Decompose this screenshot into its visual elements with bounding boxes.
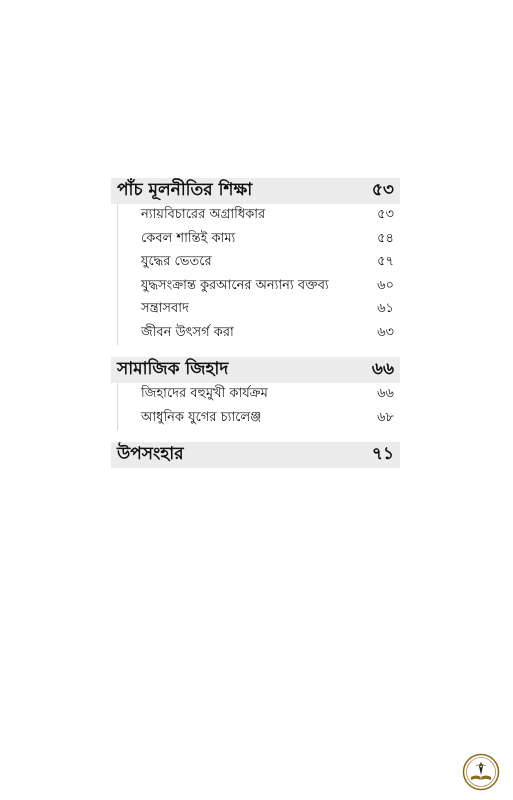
entry-title: কেবল শান্তিই কাম্য <box>141 230 236 246</box>
section-page-number: ৭১ <box>371 444 394 464</box>
entry-page-number: ৫৩ <box>377 207 394 223</box>
toc-entry[interactable] <box>117 322 400 346</box>
toc-entry[interactable] <box>117 383 400 407</box>
toc-entry[interactable] <box>117 407 400 431</box>
toc-entry[interactable] <box>117 228 400 252</box>
section-page-number: ৫৩ <box>371 180 394 200</box>
entry-title: জিহাদের বহুমুখী কার্যক্রম <box>141 386 268 402</box>
table-of-contents <box>111 178 400 480</box>
section-page-number: ৬৬ <box>371 359 394 379</box>
section-title: উপসংহার <box>117 444 184 464</box>
toc-entry[interactable] <box>117 251 400 275</box>
entry-page-number: ৬০ <box>377 277 394 293</box>
toc-entry[interactable] <box>117 298 400 322</box>
toc-section <box>111 442 400 468</box>
book-pen-emblem-icon <box>462 753 500 791</box>
section-heading[interactable] <box>111 178 400 204</box>
entry-page-number: ৫৪ <box>377 230 394 246</box>
toc-entry[interactable] <box>117 204 400 228</box>
section-title: সামাজিক জিহাদ <box>117 359 229 379</box>
section-title: পাঁচ মূলনীতির শিক্ষা <box>117 180 253 200</box>
entry-title: ন্যায়বিচারের অগ্রাধিকার <box>141 207 266 223</box>
section-heading[interactable] <box>111 357 400 383</box>
entry-title: সন্ত্রাসবাদ <box>141 301 189 317</box>
toc-section <box>111 178 400 345</box>
toc-section <box>111 357 400 430</box>
entry-page-number: ৬৩ <box>377 324 394 340</box>
entry-title: জীবন উৎসর্গ করা <box>141 324 234 340</box>
entry-title: যুদ্ধের ভেতরে <box>141 254 212 270</box>
entry-title: যুদ্ধসংক্রান্ত কুরআনের অন্যান্য বক্তব্য <box>141 277 329 293</box>
entry-title: আধুনিক যুগের চ্যালেঞ্জ <box>141 409 262 425</box>
entry-page-number: ৫৭ <box>377 254 394 270</box>
entry-page-number: ৬৮ <box>377 409 394 425</box>
section-heading[interactable] <box>111 442 400 468</box>
entry-page-number: ৬৬ <box>377 386 394 402</box>
entry-page-number: ৬১ <box>377 301 394 317</box>
toc-entry[interactable] <box>117 275 400 299</box>
